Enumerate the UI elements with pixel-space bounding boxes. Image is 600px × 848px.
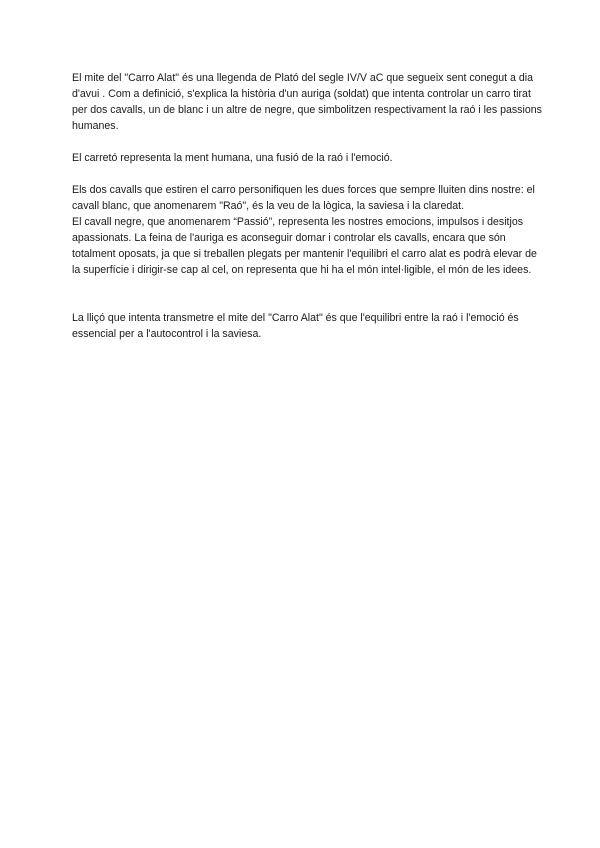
paragraph-spacer	[72, 134, 542, 150]
document-body	[72, 70, 542, 342]
paragraph-lesson: La lliçó que intenta transmetre el mite del "Carro Alat" és que l'equilibri entre la raó i l'emoció és essencial per a l'autocontrol i la saviesa.	[72, 312, 519, 340]
paragraph-intro: El mite del "Carro Alat" és una llegenda de Plató del segle IV/V aC que segueix sent conegut a dia d'avui . Com a definició, s'explica la història d'un auriga (soldat) que intenta controlar un carro tirat per dos cavalls, un de blanc i un altre de negre, que simbolitzen respectivament la raó i les passions humanes.	[72, 72, 542, 132]
paragraph-spacer	[72, 278, 542, 310]
paragraph-black-horse: El cavall negre, que anomenarem “Passió”, representa les nostres emocions, impulsos i desitjos apassionats. La feina de l'auriga es aconseguir domar i controlar els cavalls, encara que són totalment oposats, ja que si treballen plegats per mantenir l'equilibri el carro alat es podrà elevar de la superfície i dirigir-se cap al cel, on representa que hi ha el món intel·ligible, el món de les idees.	[72, 216, 537, 276]
paragraph-chariot: El carretó representa la ment humana, una fusió de la raó i l'emoció.	[72, 152, 393, 164]
paragraph-spacer	[72, 166, 542, 182]
paragraph-two-horses: Els dos cavalls que estiren el carro personifiquen les dues forces que sempre lluiten dins nostre: el cavall blanc, que anomenarem "Raó", és la veu de la lògica, la saviesa i la claredat.	[72, 184, 535, 212]
